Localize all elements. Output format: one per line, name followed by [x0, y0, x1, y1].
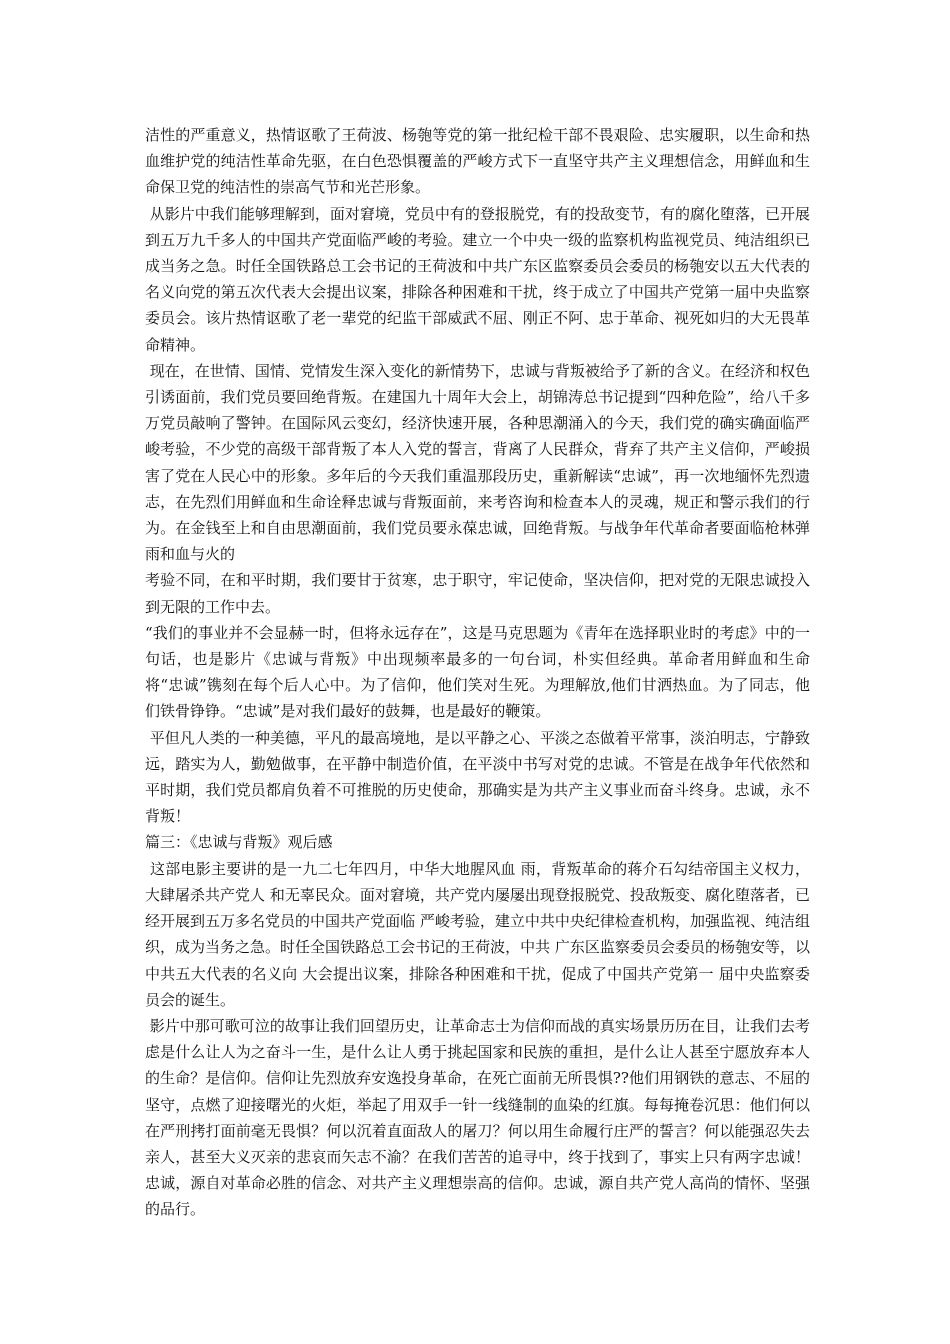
paragraph: 影片中那可歌可泣的故事让我们回望历史，让革命志士为信仰而战的真实场景历历在目，让我们去考虑是什么让人为之奋斗一生，是什么让人勇于挑起国家和民族的重担，是什么让人甚至宁愿放弃本人的生命？是信仰。信仰让先烈放弃安逸投身革命，在死亡面前无所畏惧??他们用钢铁的意志、不屈的坚守，点燃了迎接曙光的火炬，举起了用双手一针一线缝制的血染的红旗。每每掩卷沉思：他们何以在严刑拷打面前毫无畏惧？何以沉着直面敌人的屠刀？何以用生命履行庄严的誓言？何以能强忍失去亲人，甚至大义灭亲的悲哀而矢志不渝？在我们苦苦的追寻中，终于找到了，事实上只有两字忠诚！忠诚，源自对革命必胜的信念、对共产主义理想崇高的信仰。忠诚，源自共产党人高尚的情怀、坚强的品行。 — [145, 1016, 810, 1219]
paragraph: 平但凡人类的一种美德，平凡的最高境地，是以平静之心、平淡之态做着平常事，淡泊明志，宁静致远，踏实为人，勤勉做事，在平静中制造价值，在平淡中书写对党的忠诚。不管是在战争年代依然和平时期，我们党员都肩负着不可推脱的历史使命，那确实是为共产主义事业而奋斗终身。忠诚，永不背叛！ — [145, 728, 810, 826]
paragraph: 洁性的严重意义，热情讴歌了王荷波、杨匏等党的第一批纪检干部不畏艰险、忠实履职，以生命和热血维护党的纯洁性革命先驱，在白色恐惧覆盖的严峻方式下一直坚守共产主义理想信念，用鲜血和生命保卫党的纯洁性的崇高气节和光芒形象。 — [145, 126, 810, 197]
paragraph: “我们的事业并不会显赫一时，但将永远存在”，这是马克思题为《青年在选择职业时的考虑》中的一句话，也是影片《忠诚与背叛》中出现频率最多的一句台词，朴实但经典。革命者用鲜血和生命将“忠诚”镌刻在每个后人心中。为了信仰，他们笑对生死。为理解放,他们甘洒热血。为了同志，他们铁骨铮铮。“忠诚”是对我们最好的鼓舞，也是最好的鞭策。 — [145, 623, 810, 721]
document-body — [145, 122, 815, 1223]
paragraph: 考验不同，在和平时期，我们要甘于贫寒，忠于职守，牢记使命，坚决信仰，把对党的无限忠诚投入到无限的工作中去。 — [145, 571, 810, 616]
paragraph: 现在，在世情、国情、党情发生深入变化的新情势下，忠诚与背叛被给予了新的含义。在经济和权色引诱面前，我们党员要回绝背叛。在建国九十周年大会上，胡锦涛总书记提到“四种危险”，给八千多万党员敲响了警钟。在国际风云变幻，经济快速开展，各种思潮涌入的今天，我们党的确实确面临严峻考验，不少党的高级干部背叛了本人入党的誓言，背离了人民群众，背弃了共产主义信仰，严峻损害了党在人民心中的形象。多年后的今天我们重温那段历史，重新解读“忠诚”，再一次地缅怀先烈遗志，在先烈们用鲜血和生命诠释忠诚与背叛面前，来考咨询和检查本人的灵魂，规正和警示我们的行为。在金钱至上和自由思潮面前，我们党员要永葆忠诚，回绝背叛。与战争年代革命者要面临枪林弹雨和血与火的 — [145, 361, 810, 564]
paragraph: 从影片中我们能够理解到，面对窘境，党员中有的登报脱党，有的投敌变节，有的腐化堕落，已开展到五万九千多人的中国共产党面临严峻的考验。建立一个中央一级的监察机构监视党员、纯洁组织已成当务之急。时任全国铁路总工会书记的王荷波和中共广东区监察委员会委员的杨匏安以五大代表的名义向党的第五次代表大会提出议案，排除各种困难和干扰，终于成立了中国共产党第一届中央监察委员会。该片热情讴歌了老一辈党的纪监干部威武不屈、刚正不阿、忠于革命、视死如归的大无畏革命精神。 — [145, 204, 810, 354]
section-heading: 篇三：《忠诚与背叛》观后感 — [145, 833, 333, 852]
paragraph: 这部电影主要讲的是一九二七年四月，中华大地腥风血 雨，背叛革命的蒋介石勾结帝国主义权力，大肆屠杀共产党人 和无辜民众。面对窘境，共产党内屡屡出现登报脱党、投敌叛变、腐化堕落者，已经开展到五万多名党员的中国共产党面临 严峻考验，建立中共中央纪律检查机构，加强监视、纯洁组 织，成为当务之急。时任全国铁路总工会书记的王荷波，中共 广东区监察委员会委员的杨匏安等，以中共五大代表的名义向 大会提出议案，排除各种困难和干扰，促成了中国共产党第一 届中央监察委员会的诞生。 — [145, 859, 815, 1009]
